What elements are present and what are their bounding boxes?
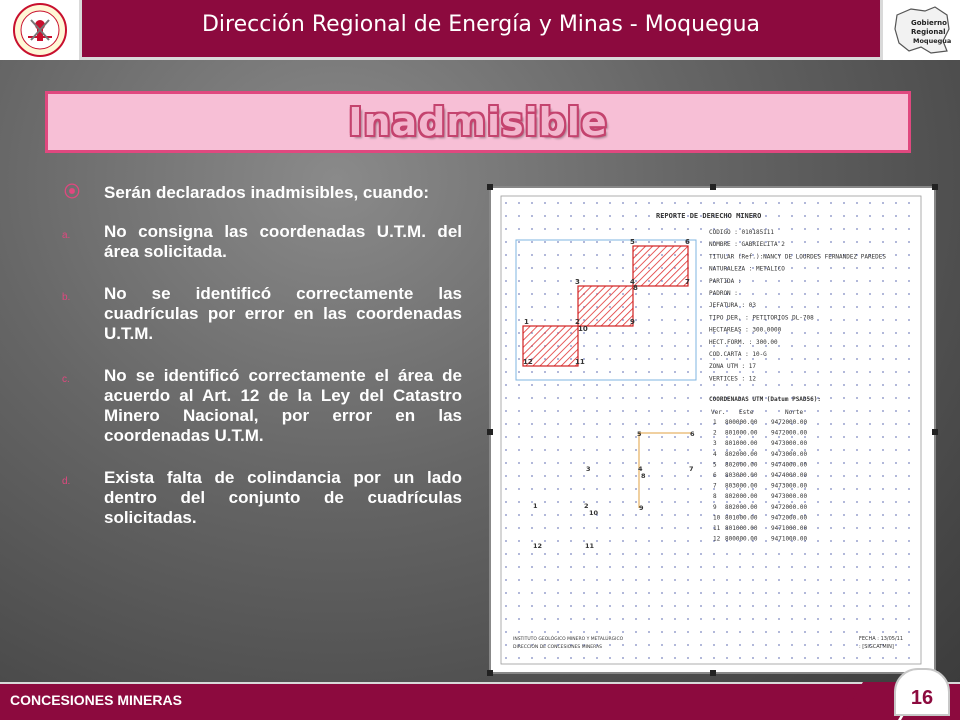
map-vertex-label: 8: [641, 472, 646, 480]
report-field: CODIGO : 010185111: [709, 229, 775, 236]
report-footer-left-2: DIRECCIÓN DE CONCESIONES MINERAS: [513, 645, 603, 650]
coords-title: COORDENADAS UTM (Datum PSAD56):: [709, 396, 821, 403]
list-item-text: No consigna las coordenadas U.T.M. del área solicitada.: [104, 222, 462, 261]
coords-cell: 6: [713, 472, 717, 479]
ministry-logo: [0, 0, 82, 60]
map-vertex-label: 6: [685, 238, 690, 246]
regional-government-logo: [880, 0, 960, 60]
slide-title: Inadmisible: [348, 100, 608, 144]
coords-cell: 11: [713, 525, 721, 532]
coords-cell: 802000.00: [725, 450, 758, 458]
map-vertex-label: 2: [575, 318, 580, 326]
report-footer-right-2: : [SIGCATMIN]: [859, 644, 894, 650]
resize-handle[interactable]: [932, 184, 938, 190]
coords-header-cell: Norte: [785, 409, 804, 416]
coords-cell: 9472000.00: [771, 419, 808, 426]
coords-cell: 9473000.00: [771, 493, 808, 501]
logo-line-3: Moquegua: [912, 37, 951, 45]
map-vertex-label: 5: [637, 430, 642, 438]
map-vertex-label: 10: [578, 325, 588, 333]
list-item: [62, 468, 462, 528]
map-vertex-label: 4: [638, 465, 643, 473]
coords-cell: 800000.00: [725, 419, 758, 426]
coords-cell: 800000.00: [725, 535, 758, 543]
circle-bullet-icon: ⦿: [64, 184, 81, 201]
report-field: ZONA UTM : 17: [709, 363, 756, 371]
map-vertex-label: 3: [575, 278, 580, 286]
coords-cell: 801000.00: [725, 525, 758, 532]
content-list: [62, 183, 462, 550]
coords-cell: 1: [713, 419, 717, 426]
report-field: HECT.FORM. : 300.00: [709, 338, 778, 346]
list-item: [62, 284, 462, 344]
coords-cell: 9473000.00: [771, 482, 808, 490]
map-vertex-label: 5: [630, 238, 635, 246]
resize-handle[interactable]: [487, 670, 493, 676]
coords-cell: 9471000.00: [771, 535, 808, 543]
coords-cell: 9473000.00: [771, 440, 808, 448]
list-item-text: No se identificó correctamente el área de acuerdo al Art. 12 de la Ley del Catastro Minero Nacional, por error en las coordenadas U.T.M.: [104, 366, 462, 445]
coords-cell: 9472000.00: [771, 429, 808, 437]
intro-bullet-text: Serán declarados inadmisibles, cuando:: [104, 183, 429, 202]
report-field: TIPO DER. : PETITORIOS DL-708: [709, 314, 814, 322]
report-field: NOMBRE : GABRIELITA 2: [709, 241, 785, 249]
report-drawing: [491, 188, 934, 672]
report-field: NATURALEZA : METALICO: [709, 265, 785, 273]
map-vertex-label: 1: [524, 318, 529, 326]
map-vertex-label: 1: [533, 502, 538, 510]
resize-handle[interactable]: [487, 429, 493, 435]
coords-cell: 801000.00: [725, 429, 758, 437]
moquegua-map-icon: [891, 5, 953, 55]
map-vertex-label: 2: [584, 502, 589, 510]
coords-cell: 802000.00: [725, 503, 758, 511]
map-vertex-label: 7: [689, 465, 694, 473]
map-vertex-label: 6: [690, 430, 695, 438]
list-item-text: Exista falta de colindancia por un lado dentro del conjunto de cuadrículas solicitadas.: [104, 468, 462, 527]
resize-handle[interactable]: [932, 429, 938, 435]
coords-cell: 9474000.00: [771, 461, 808, 469]
coords-cell: 803000.00: [725, 472, 758, 479]
resize-handle[interactable]: [487, 184, 493, 190]
report-field: VERTICES : 12: [709, 375, 756, 383]
map-vertex-label: 3: [586, 465, 591, 473]
list-item-letter: b.: [62, 292, 71, 303]
coords-cell: 9474000.00: [771, 472, 808, 479]
footer-section-label: CONCESIONES MINERAS: [10, 692, 182, 708]
coords-cell: 801000.00: [725, 440, 758, 448]
map-vertex-label: 7: [685, 278, 690, 286]
report-footer-right-1: FECHA : 13/05/11: [859, 636, 904, 642]
map-vertex-label: 10: [589, 509, 599, 517]
coords-cell: 5: [713, 461, 717, 469]
intro-bullet: [62, 183, 462, 203]
report-field: HECTAREAS : 300.0000: [709, 326, 782, 334]
map-vertex-label: 9: [639, 504, 644, 512]
coords-cell: 803000.00: [725, 482, 758, 490]
report-field: TITULAR (Ref.):NANCY DE LOURDES FERNANDEZ PAREDES: [709, 253, 887, 261]
map-vertex-label: 4: [630, 278, 635, 286]
report-field: PARTIDA :: [709, 277, 742, 285]
map-vertex-label: 8: [633, 284, 638, 292]
report-title: REPORTE DE DERECHO MINERO: [656, 212, 762, 220]
coords-cell: 9472000.00: [771, 503, 808, 511]
map-vertex-label: 12: [523, 358, 533, 366]
coords-header-cell: Este: [739, 409, 754, 416]
coords-cell: 9472000.00: [771, 514, 808, 522]
list-item-letter: a.: [62, 230, 71, 241]
slide-title-box: [45, 91, 911, 153]
header-bar: [0, 0, 960, 60]
list-item-letter: c.: [62, 374, 70, 385]
coords-cell: 7: [713, 482, 717, 490]
coords-cell: 12: [713, 535, 721, 543]
logo-line-2: Regional: [910, 28, 945, 36]
coords-cell: 2: [713, 429, 717, 437]
report-field: COD.CARTA : 10-G: [709, 351, 767, 358]
resize-handle[interactable]: [710, 184, 716, 190]
footer-bar: [0, 682, 960, 720]
page-number: 16: [910, 687, 934, 709]
coords-cell: 8: [713, 493, 717, 501]
map-vertex-label: 12: [533, 542, 543, 550]
mining-report-image[interactable]: [489, 186, 936, 674]
coords-cell: 3: [713, 440, 717, 448]
coords-cell: 9471000.00: [771, 525, 808, 532]
coords-cell: 801000.00: [725, 514, 758, 522]
map-vertex-label: 11: [575, 358, 585, 366]
coords-cell: 4: [713, 450, 717, 458]
list-item: [62, 366, 462, 446]
coords-cell: 10: [713, 514, 721, 522]
coords-cell: 9: [713, 503, 717, 511]
list-item-letter: d.: [62, 476, 71, 487]
report-footer-left-1: INSTITUTO GEOLÓGICO MINERO Y METALÚRGICO: [513, 637, 624, 642]
report-field: PADRON :: [709, 290, 738, 297]
resize-handle[interactable]: [710, 670, 716, 676]
ministry-seal-icon: [10, 2, 70, 58]
report-field: JEFATURA : 03: [709, 302, 756, 310]
coords-cell: 802000.00: [725, 461, 758, 469]
coords-header-cell: Ver.: [711, 409, 726, 416]
header-title: Dirección Regional de Energía y Minas - Moquegua: [201, 12, 761, 37]
list-item: [62, 222, 462, 262]
coords-cell: 9473000.00: [771, 450, 808, 458]
coords-cell: 802000.00: [725, 493, 758, 501]
map-vertex-label: 9: [630, 318, 635, 326]
map-vertex-label: 11: [585, 542, 595, 550]
logo-line-1: Gobierno: [910, 19, 947, 27]
list-item-text: No se identificó correctamente las cuadrículas por error en las coordenadas U.T.M.: [104, 284, 462, 343]
